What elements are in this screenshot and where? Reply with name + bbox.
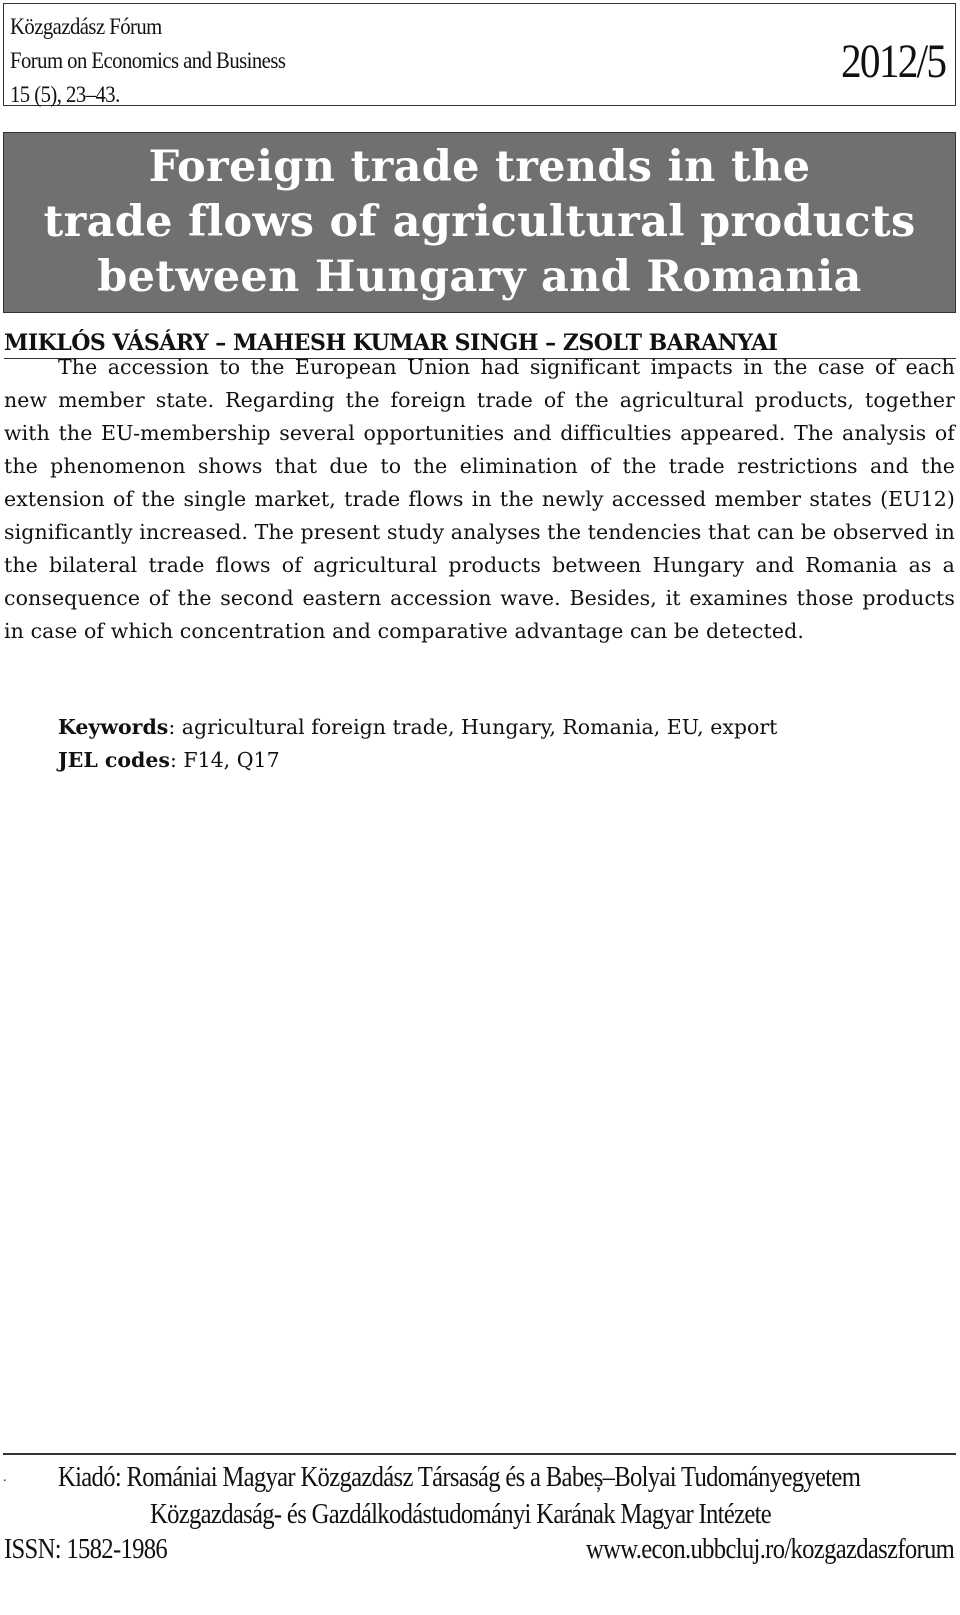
journal-url[interactable]: www.econ.ubbcluj.ro/kozgazdaszforum (585, 1533, 954, 1565)
publisher-line-1: Kiadó: Romániai Magyar Közgazdász Társaság és a Babeș–Bolyai Tudományegyetem (58, 1461, 861, 1493)
journal-name-english: Forum on Economics and Business (10, 48, 286, 73)
keywords (58, 711, 777, 744)
journal-info (10, 10, 285, 112)
jel-codes-label: JEL codes (58, 748, 170, 772)
jel-codes (58, 744, 280, 777)
title-banner (3, 132, 956, 313)
footer-divider (3, 1453, 956, 1455)
keywords-label: Keywords (58, 715, 169, 739)
jel-codes-value: : F14, Q17 (169, 748, 280, 772)
issue-number: 2012/5 (840, 35, 945, 88)
title-line: trade flows of agricultural products (43, 197, 916, 247)
keywords-value: : agricultural foreign trade, Hungary, Romania, EU, export (168, 715, 778, 739)
citation: 15 (5), 23–43. (10, 82, 120, 107)
publisher-line-2: Közgazdaság- és Gazdálkodástudományi Karának Magyar Intézete (150, 1498, 772, 1530)
title-line: Foreign trade trends in the (148, 142, 811, 192)
article-title (43, 140, 915, 305)
abstract: The accession to the European Union had significant impacts in the case of each new member state. Regarding the foreign trade of the agricultural products, together with the EU-membership several opportunities and difficulties appeared. The analysis of the phenomenon shows that due to the elimination of the trade restrictions and the extension of the single market, trade flows in the newly accessed member states (EU12) significantly increased. The present study analyses the tendencies that can be observed in the bilateral trade flows of agricultural products between Hungary and Romania as a consequence of the second eastern accession wave. Besides, it examines those products in case of which concentration and comparative advantage can be detected. (4, 355, 955, 643)
authors: MIKLÓS VÁSÁRY – MAHESH KUMAR SINGH – ZSOLT BARANYAI (4, 328, 956, 359)
footer-dot: . (3, 1470, 7, 1485)
title-line: between Hungary and Romania (97, 252, 862, 302)
journal-header (3, 3, 956, 106)
journal-name-hungarian: Közgazdász Fórum (10, 14, 162, 39)
issn: ISSN: 1582-1986 (4, 1533, 168, 1565)
